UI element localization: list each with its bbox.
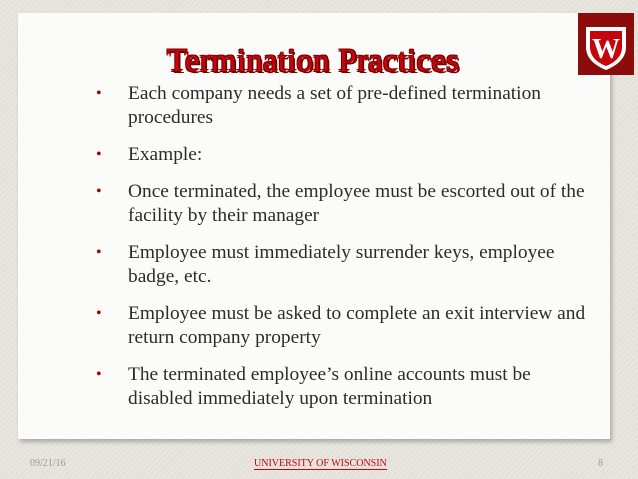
bullet-item xyxy=(96,180,586,228)
logo-letter: W xyxy=(592,34,620,65)
slide-title: Termination Practices xyxy=(166,43,460,79)
bullet-text: Employee must be asked to complete an exit interview and return company property xyxy=(128,303,586,348)
bullet-text: Example: xyxy=(128,144,203,165)
bullet-dot: • xyxy=(96,244,102,261)
bullet-list xyxy=(96,82,586,424)
bullet-item xyxy=(96,143,586,167)
bullet-item xyxy=(96,82,586,130)
footer-page-number: 8 xyxy=(598,458,603,469)
bullet-item xyxy=(96,302,586,350)
bullet-text: The terminated employee’s online accounts must be disabled immediately upon termination xyxy=(128,364,531,409)
bullet-dot: • xyxy=(96,146,102,163)
footer-date: 09/21/16 xyxy=(30,458,66,469)
uw-crest-icon xyxy=(578,13,634,75)
bullet-dot: • xyxy=(96,85,102,102)
logo xyxy=(578,13,634,75)
bullet-text: Each company needs a set of pre-defined termination procedures xyxy=(128,83,541,128)
bullet-dot: • xyxy=(96,183,102,200)
bullet-dot: • xyxy=(96,305,102,322)
bullet-dot: • xyxy=(96,366,102,383)
bullet-text: Once terminated, the employee must be escorted out of the facility by their manager xyxy=(128,181,585,226)
bullet-text: Employee must immediately surrender keys, employee badge, etc. xyxy=(128,242,555,287)
bullet-item xyxy=(96,363,586,411)
bullet-item xyxy=(96,241,586,289)
footer-organization: UNIVERSITY OF WISCONSIN xyxy=(254,458,387,469)
